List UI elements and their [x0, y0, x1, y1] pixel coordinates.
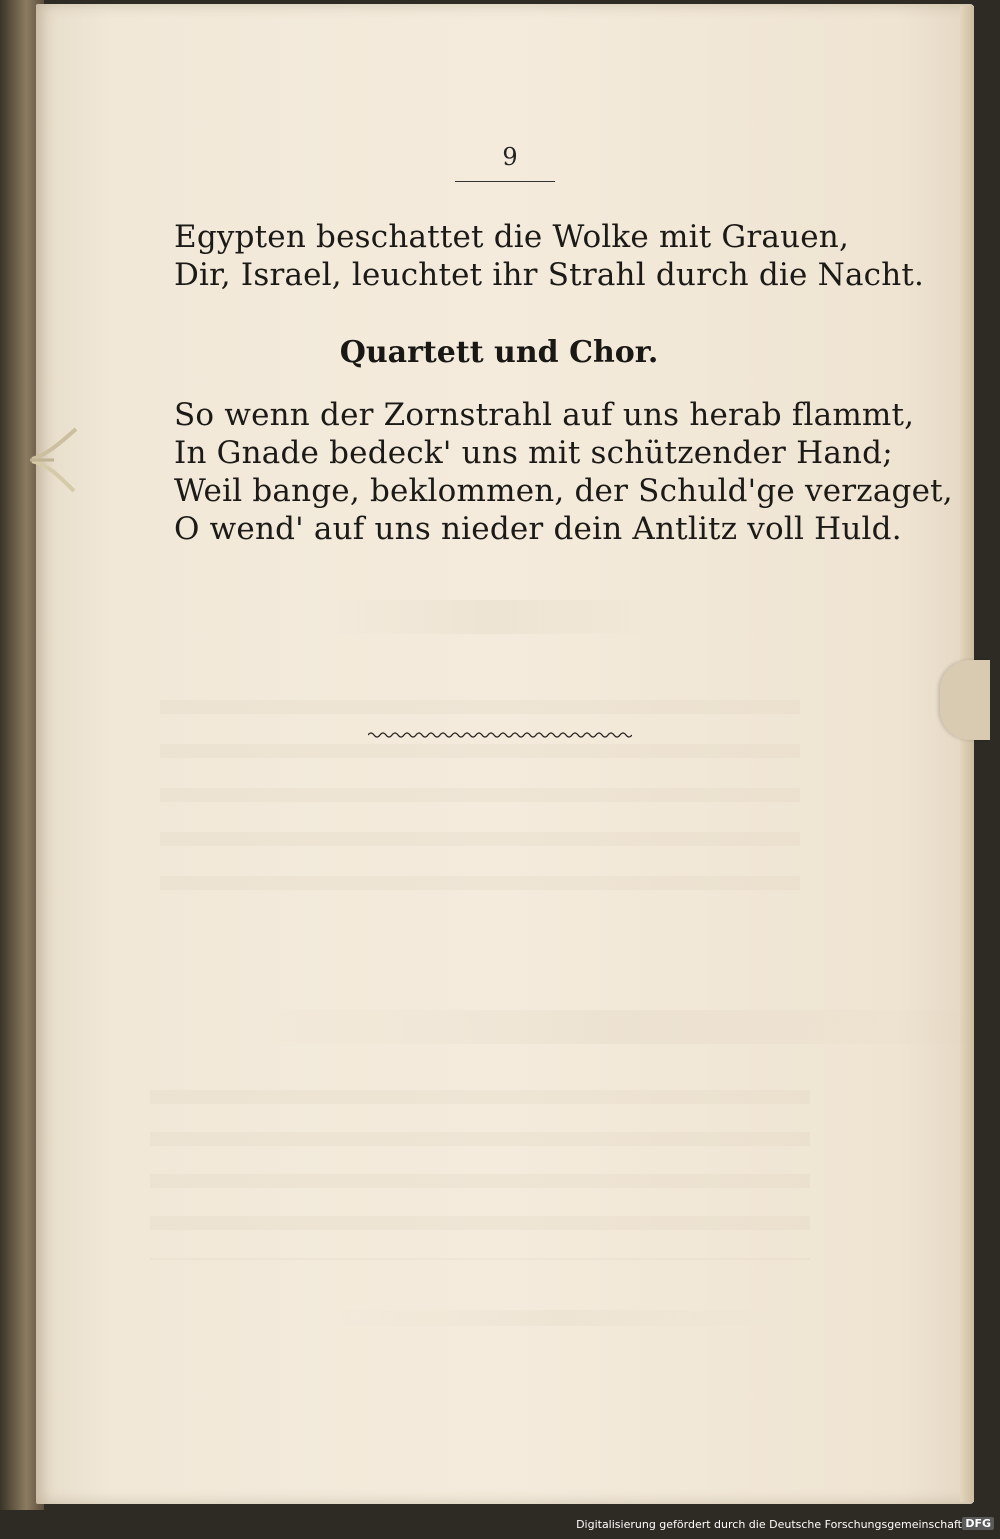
section-heading: Quartett und Chor.	[339, 335, 659, 370]
footer-credit: Digitalisierung gefördert durch die Deutsche Forschungsgemeinschaft	[576, 1518, 962, 1531]
verse-line: O wend' auf uns nieder dein Antlitz voll Huld.	[174, 511, 902, 547]
verse-line: Egypten beschattet die Wolke mit Grauen,	[174, 219, 850, 255]
verse-line: In Gnade bedeck' uns mit schützender Hand;	[174, 435, 893, 471]
verse-line: Dir, Israel, leuchtet ihr Strahl durch die Nacht.	[174, 257, 925, 293]
binding-thread	[28, 425, 80, 495]
verse-line: So wenn der Zornstrahl auf uns herab flammt,	[174, 397, 915, 433]
dfg-logo: DFG	[962, 1517, 994, 1530]
page-tab-notch	[940, 660, 990, 740]
page-edge	[960, 6, 974, 1502]
verse-line: Weil bange, beklommen, der Schuld'ge verzaget,	[174, 473, 953, 509]
page-number: 9	[502, 143, 518, 171]
ornamental-wavy-rule	[368, 730, 632, 740]
page-number-rule	[455, 181, 555, 182]
